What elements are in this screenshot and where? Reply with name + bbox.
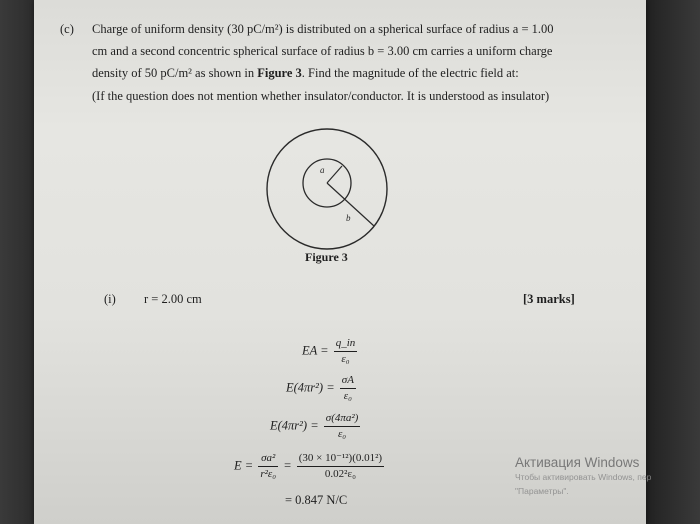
- eq1-lhs: EA =: [302, 343, 329, 358]
- eq2-fraction: [340, 373, 356, 404]
- equation-3: [270, 411, 362, 442]
- eq4-denominator-1: r²ε₀: [260, 468, 277, 480]
- windows-activation-watermark: [515, 455, 651, 498]
- eq4-equals: =: [283, 458, 292, 473]
- question-line-3-pre: density of 50 pC/m² as shown in: [92, 66, 258, 80]
- label-b: b: [346, 213, 351, 223]
- subquestion-text: r = 2.00 cm: [144, 292, 202, 306]
- watermark-title: Активация Windows: [515, 455, 640, 470]
- concentric-spheres-figure: [262, 126, 392, 252]
- question-line-3: [92, 66, 519, 81]
- outer-sphere: [267, 129, 387, 249]
- question-line-1: Charge of uniform density (30 pC/m²) is distributed on a spherical surface of radius a = 1.00: [92, 22, 554, 36]
- watermark-line-1: Чтобы активировать Windows, пер: [515, 472, 652, 482]
- eq4-fraction-1: [258, 451, 278, 482]
- subquestion-label: (i): [104, 292, 116, 306]
- question-note: (If the question does not mention whether insulator/conductor. It is understood as insulator): [92, 89, 550, 103]
- label-a: a: [320, 165, 325, 175]
- eq3-numerator: σ(4πa²): [324, 411, 361, 427]
- eq2-numerator: σA: [340, 373, 356, 389]
- figure-caption: Figure 3: [305, 250, 348, 264]
- radius-a-line: [327, 166, 342, 183]
- eq4-numerator-1: σa²: [258, 451, 278, 467]
- question-line-2: cm and a second concentric spherical surface of radius b = 3.00 cm carries a uniform charge: [92, 44, 553, 58]
- eq2-lhs: E(4πr²) =: [286, 380, 335, 395]
- equation-1: [302, 336, 359, 367]
- question-label: (c): [60, 22, 74, 36]
- final-result: = 0.847 N/C: [285, 493, 348, 507]
- eq4-denominator-2: 0.02²ε₀: [324, 468, 356, 480]
- eq4-numerator-2: (30 × 10⁻¹²)(0.01²): [297, 451, 384, 467]
- eq4-lhs: E =: [234, 458, 254, 473]
- document-page: [34, 0, 646, 524]
- equation-2: [286, 373, 358, 404]
- eq1-denominator: ε₀: [341, 353, 350, 365]
- eq3-denominator: ε₀: [337, 428, 347, 440]
- eq3-lhs: E(4πr²) =: [270, 418, 319, 433]
- marks-badge: [3 marks]: [523, 292, 575, 306]
- watermark-line-2: "Параметры".: [515, 486, 569, 496]
- equation-4: [234, 451, 386, 482]
- eq2-denominator: ε₀: [343, 390, 352, 402]
- eq4-fraction-2: [297, 451, 384, 482]
- eq3-fraction: [324, 411, 361, 442]
- question-line-3-post: . Find the magnitude of the electric field at:: [301, 66, 519, 80]
- figure-reference: Figure 3: [257, 66, 302, 80]
- eq1-fraction: [334, 336, 358, 367]
- eq1-numerator: q_in: [334, 336, 358, 352]
